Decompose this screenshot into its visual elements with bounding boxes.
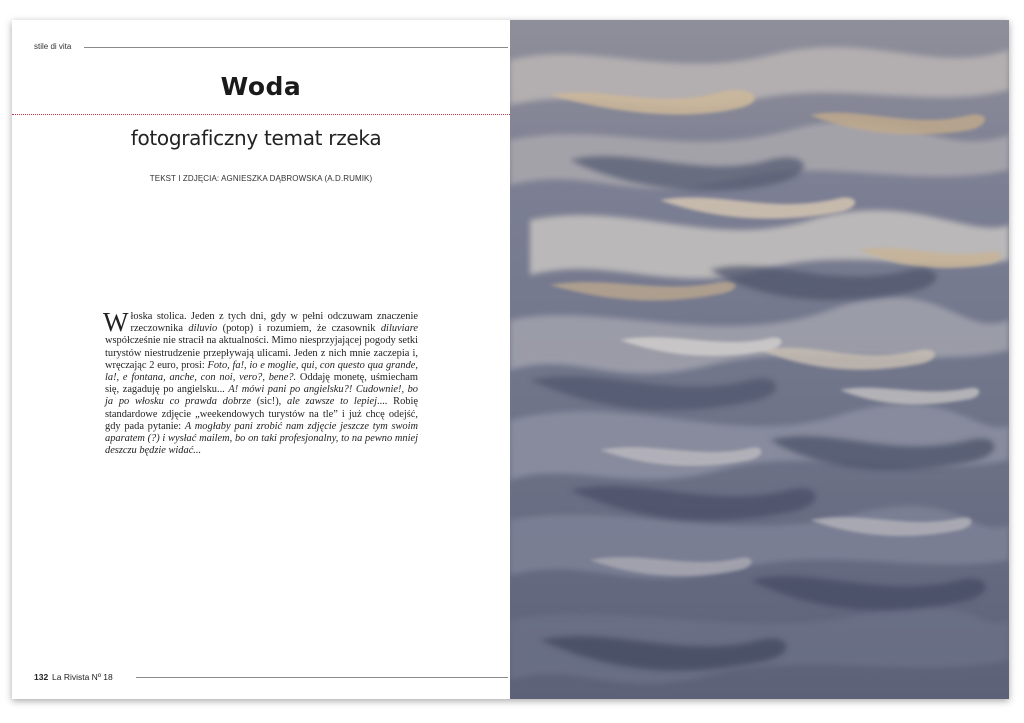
water-surface-photo: [510, 20, 1009, 699]
body-segment: .... Robię standardowe zdjęcie „weekendowych turystów na tle” i już chcę odejść, gdy pada pytanie:: [105, 396, 418, 432]
body-segment-italic: diluviare: [380, 323, 418, 335]
drop-cap: W: [103, 307, 129, 337]
body-segment-italic: Foto, fa!, io e moglie, qui, con questo qua grande, la!, e fontana, anche, con noi, vero?, bene?.: [105, 359, 418, 384]
body-segment: Oddaję monetę, uśmiecham się, zagaduję po angielsku...: [105, 372, 418, 396]
page-number: 132: [34, 672, 49, 682]
body-segment-italic: A mogłaby pani zrobić nam zdjęcie jeszcze tym swoim aparatem (?) i wysłać mailem, bo on taki profesjonalny, to na pewno mniej deszczu będzie widać...: [105, 420, 419, 457]
article-title: Woda: [220, 72, 302, 101]
body-segment: łoska stolica. Jeden z tych dni, gdy w pełni odczuwam znaczenie rzeczownika: [130, 311, 418, 335]
title-divider: [12, 114, 510, 115]
top-rule: [84, 47, 508, 48]
magazine-name: La Rivista Nº 18: [52, 672, 113, 682]
body-segment: (potop) i rozumiem, że czasownik: [217, 323, 381, 335]
body-segment-italic: ale zawsze to lepiej: [287, 396, 378, 408]
right-page: [510, 20, 1009, 699]
section-label: stile di vita: [34, 42, 72, 51]
article-body: [103, 307, 419, 457]
body-segment: współcześnie nie stracił na aktualności. Mimo niesprzyjającej pogody setki turystów niestrudzenie przepływają ulicami. Jeden z nich mnie zaczepia i, wręczając 2 euro, prosi:: [105, 335, 418, 371]
article-subtitle: fotograficzny temat rzeka: [130, 126, 382, 150]
bottom-rule: [136, 677, 508, 678]
body-segment: (sic!),: [250, 396, 288, 408]
body-segment-italic: diluvio: [188, 323, 218, 335]
left-page: [12, 20, 510, 699]
byline: TEKST I ZDJĘCIA: AGNIESZKA DĄBROWSKA (A.D.RUMIK): [149, 174, 373, 183]
magazine-spread: [12, 20, 1009, 699]
body-segment-italic: A! mówi pani po angielsku?! Cudownie!, bo ja po włosku co prawda dobrze: [105, 384, 418, 408]
